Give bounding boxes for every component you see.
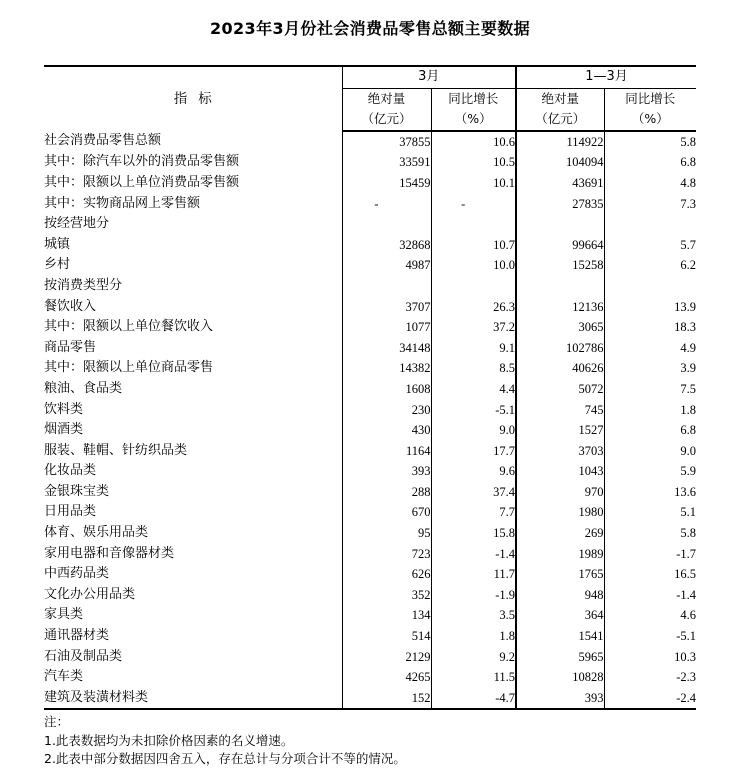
notes-heading: 注： <box>44 714 70 730</box>
cell-cumulative-absolute: 269 <box>516 523 604 544</box>
cell-month-yoy <box>431 276 516 297</box>
cell-cumulative-yoy: -5.1 <box>604 626 696 647</box>
cell-month-yoy: 9.2 <box>431 647 516 668</box>
table-row <box>44 131 696 153</box>
cell-month-yoy: -1.4 <box>431 544 516 565</box>
cell-cumulative-absolute: 3065 <box>516 317 604 338</box>
cell-cumulative-absolute: 1765 <box>516 564 604 585</box>
cell-cumulative-yoy: 5.9 <box>604 461 696 482</box>
table-row <box>44 523 696 544</box>
row-label: 通讯器材类 <box>44 628 110 644</box>
cell-month-yoy: 11.7 <box>431 564 516 585</box>
cell-month-absolute: 723 <box>342 544 431 565</box>
cell-cumulative-absolute <box>516 214 604 235</box>
row-label: 其中：限额以上单位消费品零售额 <box>44 174 240 190</box>
cell-cumulative-yoy: 18.3 <box>604 317 696 338</box>
row-label: 社会消费品零售总额 <box>44 133 162 149</box>
table-row <box>44 276 696 297</box>
cell-cumulative-absolute: 43691 <box>516 173 604 194</box>
cell-cumulative-yoy: 10.3 <box>604 647 696 668</box>
cell-month-absolute: 1077 <box>342 317 431 338</box>
row-label: 中西药品类 <box>44 566 110 582</box>
cell-month-yoy: 9.1 <box>431 338 516 359</box>
cell-cumulative-absolute: 393 <box>516 688 604 710</box>
cell-cumulative-absolute: 970 <box>516 482 604 503</box>
table-row <box>44 358 696 379</box>
row-label: 文化办公用品类 <box>44 586 136 602</box>
header-cumulative-absolute <box>516 88 604 131</box>
cell-cumulative-absolute: 40626 <box>516 358 604 379</box>
cell-month-absolute: 626 <box>342 564 431 585</box>
table-container <box>44 65 696 710</box>
row-label: 商品零售 <box>44 339 97 355</box>
cell-month-absolute: 32868 <box>342 235 431 256</box>
cell-cumulative-absolute: 5965 <box>516 647 604 668</box>
cell-cumulative-yoy <box>604 276 696 297</box>
cell-month-absolute: 230 <box>342 400 431 421</box>
cell-cumulative-yoy: 7.3 <box>604 194 696 215</box>
table-row <box>44 214 696 235</box>
header-month-absolute-l1: 绝对量 <box>367 90 406 106</box>
cell-month-absolute: 95 <box>342 523 431 544</box>
row-label: 化妆品类 <box>44 463 97 479</box>
cell-month-yoy: - <box>431 194 516 215</box>
row-label: 餐饮收入 <box>44 298 97 314</box>
cell-cumulative-absolute: 104094 <box>516 152 604 173</box>
header-indicator-a: 指 <box>173 90 188 107</box>
cell-cumulative-absolute: 948 <box>516 585 604 606</box>
cell-month-yoy: 8.5 <box>431 358 516 379</box>
cell-cumulative-absolute: 745 <box>516 400 604 421</box>
table-body <box>44 131 696 710</box>
cell-month-absolute: 393 <box>342 461 431 482</box>
cell-month-yoy: 26.3 <box>431 297 516 318</box>
cell-cumulative-yoy: 3.9 <box>604 358 696 379</box>
table-row <box>44 255 696 276</box>
table-row <box>44 585 696 606</box>
table-row <box>44 235 696 256</box>
cell-month-absolute: 4265 <box>342 667 431 688</box>
row-label: 粮油、食品类 <box>44 380 123 396</box>
cell-month-absolute: 14382 <box>342 358 431 379</box>
table-row <box>44 297 696 318</box>
cell-cumulative-yoy: -2.4 <box>604 688 696 710</box>
cell-cumulative-yoy: 4.9 <box>604 338 696 359</box>
cell-month-absolute: 15459 <box>342 173 431 194</box>
cell-month-absolute: 1164 <box>342 441 431 462</box>
notes-line-1: 1.此表数据均为未扣除价格因素的名义增速。 <box>44 732 294 748</box>
row-label: 日用品类 <box>44 504 97 520</box>
cell-cumulative-yoy: -1.7 <box>604 544 696 565</box>
table-row <box>44 379 696 400</box>
header-cumulative-absolute-l1: 绝对量 <box>541 90 579 106</box>
header-month-yoy-l1: 同比增长 <box>448 90 499 106</box>
header-cumulative-yoy <box>604 88 696 131</box>
header-month-absolute <box>342 88 431 131</box>
cell-month-absolute: 430 <box>342 420 431 441</box>
cell-month-absolute <box>342 276 431 297</box>
cell-month-yoy: -1.9 <box>431 585 516 606</box>
cell-month-yoy: 37.4 <box>431 482 516 503</box>
cell-cumulative-absolute: 114922 <box>516 131 604 153</box>
cell-month-absolute: 4987 <box>342 255 431 276</box>
table-row <box>44 688 696 710</box>
cell-cumulative-yoy: 5.8 <box>604 523 696 544</box>
cell-month-yoy: 9.6 <box>431 461 516 482</box>
table-row <box>44 317 696 338</box>
cell-month-yoy: 17.7 <box>431 441 516 462</box>
table-row <box>44 626 696 647</box>
cell-month-yoy: -5.1 <box>431 400 516 421</box>
cell-month-yoy: 7.7 <box>431 502 516 523</box>
cell-cumulative-yoy: 6.2 <box>604 255 696 276</box>
cell-month-yoy: 11.5 <box>431 667 516 688</box>
cell-month-absolute: 2129 <box>342 647 431 668</box>
row-label: 乡村 <box>44 257 71 273</box>
cell-cumulative-yoy: 6.8 <box>604 152 696 173</box>
row-label: 按经营地分 <box>44 216 110 232</box>
cell-cumulative-absolute: 3703 <box>516 441 604 462</box>
cell-cumulative-absolute: 5072 <box>516 379 604 400</box>
row-label: 金银珠宝类 <box>44 483 110 499</box>
cell-cumulative-absolute: 1527 <box>516 420 604 441</box>
row-label: 其中：限额以上单位餐饮收入 <box>44 319 214 335</box>
cell-cumulative-yoy: 4.8 <box>604 173 696 194</box>
header-cumulative-absolute-l2: （亿元） <box>535 111 586 127</box>
row-label: 家具类 <box>44 607 84 623</box>
cell-month-absolute: 670 <box>342 502 431 523</box>
table-row <box>44 544 696 565</box>
cell-cumulative-yoy: 16.5 <box>604 564 696 585</box>
cell-cumulative-yoy: 9.0 <box>604 441 696 462</box>
header-indicator <box>44 66 342 131</box>
table-head <box>44 66 696 131</box>
cell-month-absolute: 1608 <box>342 379 431 400</box>
row-label: 按消费类型分 <box>44 277 123 293</box>
cell-month-yoy: -4.7 <box>431 688 516 710</box>
header-cumulative-yoy-l2: （%） <box>631 111 669 127</box>
cell-month-yoy: 9.0 <box>431 420 516 441</box>
cell-month-yoy: 1.8 <box>431 626 516 647</box>
cell-month-absolute: 34148 <box>342 338 431 359</box>
cell-cumulative-absolute: 10828 <box>516 667 604 688</box>
cell-month-absolute: 514 <box>342 626 431 647</box>
cell-cumulative-yoy: -2.3 <box>604 667 696 688</box>
cell-month-yoy <box>431 214 516 235</box>
table-head-row-group <box>44 66 696 88</box>
cell-cumulative-absolute: 1989 <box>516 544 604 565</box>
cell-cumulative-absolute: 1541 <box>516 626 604 647</box>
cell-month-absolute: 33591 <box>342 152 431 173</box>
cell-month-yoy: 37.2 <box>431 317 516 338</box>
cell-month-yoy: 10.0 <box>431 255 516 276</box>
row-label: 其中：限额以上单位商品零售 <box>44 360 214 376</box>
row-label: 家用电器和音像器材类 <box>44 545 175 561</box>
header-indicator-b: 标 <box>198 90 212 107</box>
cell-cumulative-yoy: 13.6 <box>604 482 696 503</box>
header-cumulative-yoy-l1: 同比增长 <box>625 90 676 106</box>
notes-line-2: 2.此表中部分数据因四舍五入，存在总计与分项合计不等的情况。 <box>44 751 406 767</box>
cell-cumulative-absolute: 99664 <box>516 235 604 256</box>
table-row <box>44 441 696 462</box>
page-title: 2023年3月份社会消费品零售总额主要数据 <box>209 19 531 38</box>
cell-month-absolute: 352 <box>342 585 431 606</box>
cell-cumulative-yoy: -1.4 <box>604 585 696 606</box>
table-row <box>44 400 696 421</box>
row-label: 汽车类 <box>44 669 84 685</box>
cell-cumulative-absolute: 27835 <box>516 194 604 215</box>
row-label: 体育、娱乐用品类 <box>44 525 149 541</box>
row-label: 其中：实物商品网上零售额 <box>44 195 201 211</box>
table-row <box>44 173 696 194</box>
table-row <box>44 194 696 215</box>
table-row <box>44 461 696 482</box>
retail-sales-table <box>44 65 696 710</box>
cell-month-absolute <box>342 214 431 235</box>
cell-month-absolute: 288 <box>342 482 431 503</box>
cell-cumulative-yoy: 1.8 <box>604 400 696 421</box>
cell-month-yoy: 10.6 <box>431 131 516 153</box>
table-row <box>44 482 696 503</box>
cell-cumulative-absolute: 1980 <box>516 502 604 523</box>
cell-cumulative-yoy: 6.8 <box>604 420 696 441</box>
table-row <box>44 420 696 441</box>
table-row <box>44 647 696 668</box>
cell-month-absolute: 3707 <box>342 297 431 318</box>
row-label: 石油及制品类 <box>44 648 123 664</box>
row-label: 其中：除汽车以外的消费品零售额 <box>44 154 240 170</box>
table-row <box>44 564 696 585</box>
table-row <box>44 502 696 523</box>
row-label: 建筑及装潢材料类 <box>44 688 342 710</box>
row-label: 烟酒类 <box>44 422 84 438</box>
cell-cumulative-yoy <box>604 214 696 235</box>
cell-cumulative-absolute: 364 <box>516 605 604 626</box>
cell-cumulative-yoy: 5.8 <box>604 131 696 153</box>
cell-cumulative-yoy: 7.5 <box>604 379 696 400</box>
header-group-cumulative: 1—3月 <box>516 66 696 88</box>
cell-month-absolute: 152 <box>342 688 431 710</box>
table-row <box>44 667 696 688</box>
table-row <box>44 152 696 173</box>
cell-month-yoy: 10.1 <box>431 173 516 194</box>
cell-cumulative-yoy: 5.1 <box>604 502 696 523</box>
header-month-yoy <box>431 88 516 131</box>
cell-cumulative-yoy: 4.6 <box>604 605 696 626</box>
cell-month-absolute: - <box>342 194 431 215</box>
cell-cumulative-absolute: 12136 <box>516 297 604 318</box>
table-row <box>44 338 696 359</box>
cell-month-yoy: 3.5 <box>431 605 516 626</box>
cell-month-yoy: 15.8 <box>431 523 516 544</box>
table-row <box>44 605 696 626</box>
cell-cumulative-absolute: 15258 <box>516 255 604 276</box>
cell-cumulative-yoy: 5.7 <box>604 235 696 256</box>
row-label: 饮料类 <box>44 401 84 417</box>
header-month-absolute-l2: （亿元） <box>361 111 412 127</box>
cell-cumulative-absolute: 102786 <box>516 338 604 359</box>
cell-cumulative-absolute: 1043 <box>516 461 604 482</box>
cell-month-absolute: 37855 <box>342 131 431 153</box>
cell-month-yoy: 10.5 <box>431 152 516 173</box>
cell-cumulative-yoy: 13.9 <box>604 297 696 318</box>
table-notes <box>44 710 696 769</box>
cell-month-yoy: 4.4 <box>431 379 516 400</box>
row-label: 城镇 <box>44 236 71 252</box>
cell-month-absolute: 134 <box>342 605 431 626</box>
row-label: 服装、鞋帽、针纺织品类 <box>44 442 188 458</box>
cell-month-yoy: 10.7 <box>431 235 516 256</box>
header-month-yoy-l2: （%） <box>454 111 492 127</box>
cell-cumulative-absolute <box>516 276 604 297</box>
header-group-month: 3月 <box>342 66 516 88</box>
